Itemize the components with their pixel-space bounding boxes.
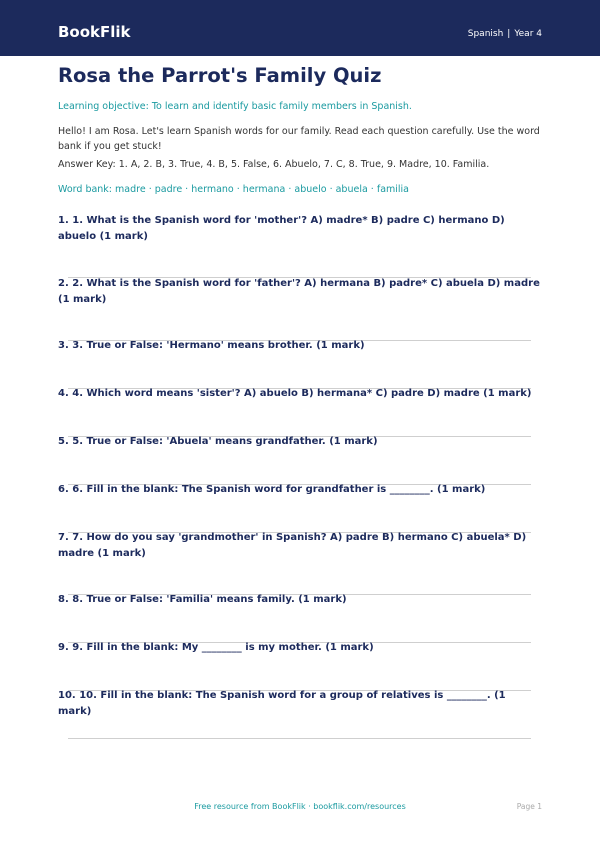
intro-text: Hello! I am Rosa. Let's learn Spanish words for our family. Read each question carefully. Use the word bank if you get stuck!: [58, 126, 540, 152]
question-6: 6. 6. Fill in the blank: The Spanish word for grandfather is ________. (1 mark): [58, 484, 486, 495]
question-7: 7. 7. How do you say 'grandmother' in Spanish? A) padre B) hermano C) abuela* D) madre (1 mark): [58, 532, 527, 559]
question-5: 5. 5. True or False: 'Abuela' means grandfather. (1 mark): [58, 436, 378, 447]
footer-credit[interactable]: Free resource from BookFlik · bookflik.com/resources: [194, 802, 406, 811]
page-title: Rosa the Parrot's Family Quiz: [58, 64, 382, 87]
question-10: 10. 10. Fill in the blank: The Spanish word for a group of relatives is ________. (1 mark): [58, 690, 506, 717]
brand-logo[interactable]: BookFlik: [58, 23, 131, 41]
word-bank: Word bank: madre · padre · hermano · hermana · abuelo · abuela · familia: [58, 184, 410, 195]
level-label: Year 4: [514, 29, 542, 39]
answer-key: Answer Key: 1. A, 2. B, 3. True, 4. B, 5. False, 6. Abuelo, 7. C, 8. True, 9. Madre, 10. Familia.: [58, 159, 490, 170]
question-8: 8. 8. True or False: 'Familia' means family. (1 mark): [58, 594, 347, 605]
subject-level-label: [468, 28, 542, 40]
question-3: 3. 3. True or False: 'Hermano' means brother. (1 mark): [58, 340, 365, 351]
header-bar: [0, 0, 600, 56]
learning-objective: Learning objective: To learn and identify basic family members in Spanish.: [58, 101, 412, 112]
separator: |: [507, 29, 511, 39]
page-number: Page 1: [516, 802, 542, 811]
answer-line-10[interactable]: [68, 738, 531, 739]
question-4: 4. 4. Which word means 'sister'? A) abuelo B) hermana* C) padre D) madre (1 mark): [58, 388, 532, 399]
question-1: 1. 1. What is the Spanish word for 'mother'? A) madre* B) padre C) hermano D) abuelo (1 mark): [58, 215, 505, 242]
subject-label: Spanish: [467, 29, 504, 39]
question-9: 9. 9. Fill in the blank: My ________ is my mother. (1 mark): [58, 642, 374, 653]
question-2: 2. 2. What is the Spanish word for 'father'? A) hermana B) padre* C) abuela D) madre (1 mark): [58, 278, 540, 305]
